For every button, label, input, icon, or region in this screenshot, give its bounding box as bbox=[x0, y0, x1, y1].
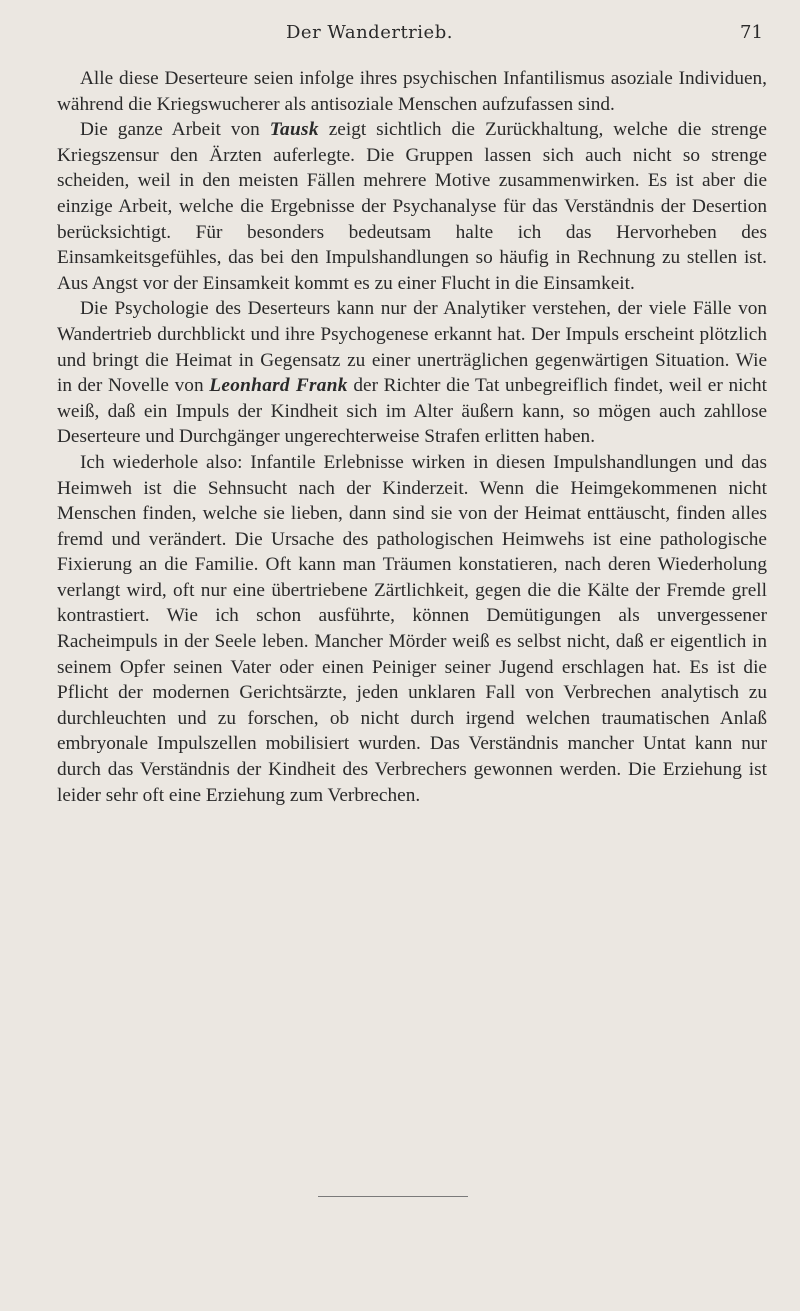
paragraph-text: zeigt sichtlich die Zurückhaltung, welche die strenge Kriegszensur den Ärzten auferlegte. Die Gruppen lassen sich auch nicht so strenge scheiden, weil in den meisten Fällen mehrere Motive zusammenwirken. Es ist aber die einzige Arbeit, welche die Ergebnisse der Psychanalyse für das Verständnis der Desertion berücksichtigt. Für besonders bedeutsam halte ich das Hervorheben des Einsamkeitsgefühles, das bei den Impulshandlungen so häufig in Rechnung zu stellen ist. Aus Angst vor der Einsamkeit kommt es zu einer Flucht in die Einsamkeit. bbox=[57, 119, 767, 294]
author-name: Tausk bbox=[269, 119, 319, 141]
page-number: 71 bbox=[740, 22, 763, 43]
paragraph: Ich wiederhole also: Infantile Erlebnisse wirken in diesen Impulshandlungen und das Heimweh ist die Sehnsucht nach der Kinderzeit. Wenn die Heimgekommenen nicht Menschen finden, welche sie lieben, dann sind sie von der Heimat enttäuscht, finden alles fremd und verändert. Die Ursache des pathologischen Heimwehs ist eine pathologische Fixierung an die Familie. Oft kann man Träumen konstatieren, nach deren Wiederholung verlangt wird, oft nur eine übertriebene Zärtlichkeit, gegen die die Kälte der Fremde grell kontrastiert. Wie ich schon ausführte, können Demütigungen als unvergessener Racheimpuls in der Seele leben. Mancher Mörder weiß es selbst nicht, daß er eigentlich in seinem Opfer seinen Vater oder einen Peiniger seiner Jugend erschlagen hat. Es ist die Pflicht der modernen Gerichtsärzte, jeden unklaren Fall von Verbrechen analytisch zu durchleuchten und zu forschen, ob nicht durch irgend welchen traumatischen Anlaß embryonale Impulszellen mobilisiert wurden. Das Verständnis mancher Untat kann nur durch das Verständnis der Kindheit des Verbrechers gewonnen werden. Die Erziehung ist leider sehr oft eine Erziehung zum Verbrechen. bbox=[57, 451, 767, 806]
paragraph: Alle diese Deserteure seien infolge ihres psychischen Infantilismus asoziale Individuen, während die Kriegswucherer als antisoziale Menschen aufzufassen sind. bbox=[57, 68, 767, 115]
author-name: Leonhard Frank bbox=[209, 375, 348, 397]
body-text bbox=[57, 66, 767, 808]
paragraph bbox=[57, 117, 767, 296]
paragraph-text: der Richter die Tat unbegreiflich findet, weil er nicht weiß, daß ein Impuls der Kindheit sich im Alter äußern kann, so mögen auch zahllose Deserteure und Durchgänger ungerechterweise Strafen erlitten haben. bbox=[57, 375, 767, 448]
paragraph-text: Die Psychologie des Deserteurs kann nur der Analytiker verstehen, der viele Fälle von Wandertrieb durchblickt und ihre Psychogenese erkannt hat. Der Impuls erscheint plötzlich und bringt die Heimat in Gegensatz zu einer unerträglichen gegenwärtigen Situation. Wie in der Novelle von bbox=[57, 298, 767, 397]
paragraph bbox=[57, 296, 767, 450]
page-header bbox=[0, 16, 800, 46]
running-head: Der Wandertrieb. bbox=[286, 22, 453, 43]
paragraph-text: Die ganze Arbeit von bbox=[80, 119, 270, 141]
footer-rule bbox=[318, 1196, 468, 1197]
